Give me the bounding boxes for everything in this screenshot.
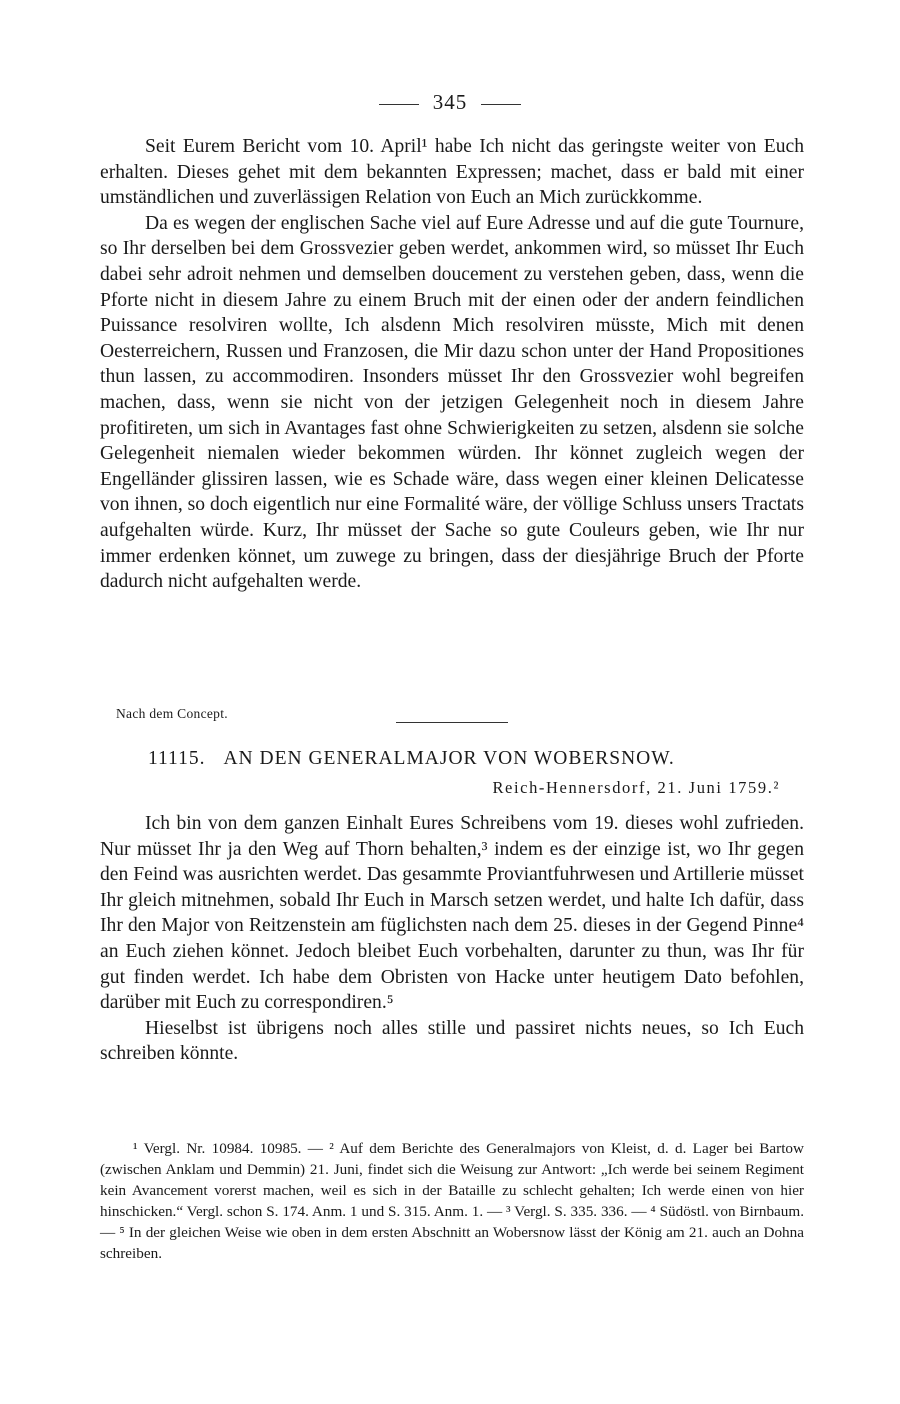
footnotes [100,1138,804,1264]
letter-number: 11115. [148,748,206,769]
source-note: Nach dem Concept. [116,706,228,721]
footnotes-text: ¹ Vergl. Nr. 10984. 10985. — ² Auf dem Berichte des Generalmajors von Kleist, d. d. Lager bei Bartow (zwischen Anklam und Demmin) 21. Juni, findet sich die Weisung zur Antwort: „Ich werde bei seinem Regiment kein Avancement vorerst machen, weil es sich in der Bataille zu schlecht gehalten; Ich werde einen von hier hinschicken.“ Vergl. schon S. 174. Anm. 1 und S. 315. Anm. 1. — ³ Vergl. S. 335. 336. — ⁴ Südöstl. von Birnbaum. — ⁵ In der gleichen Weise wie oben in dem ersten Abschnitt an Wobersnow lässt der König am 21. auch an Dohna schreiben. [100,1140,804,1262]
letter-paragraph-2: Hieselbst ist übrigens noch alles stille und passiret nichts neues, so Ich Euch schreiben könnte. [100,1017,804,1065]
letter-section [100,811,804,1067]
page-number: 345 [432,90,468,114]
letter-title: AN DEN GENERALMAJOR VON WOBERSNOW. [223,748,675,769]
section-divider [396,722,508,723]
letter-heading [148,748,675,770]
letter-paragraph-1: Ich bin von dem ganzen Einhalt Eures Schreibens vom 19. dieses wohl zufrieden. Nur müsset Ihr ja den Weg auf Thorn behalten,³ indem es der einzige ist, wo Ihr gegen den Feind was ausrichten werdet. Das gesammte Proviantfuhrwesen und Artillerie müsset Ihr gleich mitnehmen, sobald Ihr Euch in Marsch setzen werdet, und halte Ich dafür, dass Ihr den Major von Reitzenstein am füglichsten nach dem 25. dieses in der Gegend Pinne⁴ an Euch ziehen könnet. Jedoch bleibet Euch vorbehalten, darunter zu thun, was Ihr für gut finden werdet. Ich habe dem Obristen von Hacke unter heutigem Dato befohlen, darüber mit Euch zu correspondiren.⁵ [100,813,804,1014]
header-dash-left [379,104,419,105]
intro-paragraph-1: Seit Eurem Bericht vom 10. April¹ habe Ich nicht das geringste weiter von Euch erhalten. Dieses gehet mit dem bekannten Expressen; machet, dass er bald mit einer umständlichen und zuverlässigen Relation von Euch an Mich zurückkomme. [100,136,804,209]
intro-section [100,134,804,595]
header-dash-right [481,104,521,105]
letter-place-date: Reich-Hennersdorf, 21. Juni 1759.² [492,778,780,797]
page-header [0,90,900,115]
intro-paragraph-2: Da es wegen der englischen Sache viel auf Eure Adresse und auf die gute Tournure, so Ihr derselben bei dem Grossvezier geben werdet, ankommen wird, so müsset Ihr Euch dabei sehr adroit nehmen und demselben doucement zu verstehen geben, dass, wenn die Pforte nicht in diesem Jahre zu einem Bruch mit der einen oder der andern feindlichen Puissance resolviren wollte, Ich alsdenn Mich resolviren müsste, Mich mit denen Oesterreichern, Russen und Franzosen, die Mir dazu schon unter der Hand Propositiones thun lassen, zu accommodiren. Insonders müsset Ihr den Grossvezier wohl begreifen machen, dass, wenn sie nicht von der jetzigen Gelegenheit noch in diesem Jahre profitireten, um sich in Avantages fast ohne Schwierigkeiten zu setzen, alsdenn sie solche Gelegenheit niemalen wieder bekommen würden. Ihr könnet zugleich wegen der Engelländer glissiren lassen, wie es Schade wäre, dass wegen einer kleinen Delicatesse von ihnen, so doch eigentlich nur eine Formalité wäre, der völlige Schluss unsers Tractats aufgehalten würde. Kurz, Ihr müsset der Sache so gute Couleurs geben, wie Ihr nur immer erdenken könnet, um zuwege zu bringen, dass der diesjährige Bruch der Pforte dadurch nicht aufgehalten werde. [100,212,804,593]
